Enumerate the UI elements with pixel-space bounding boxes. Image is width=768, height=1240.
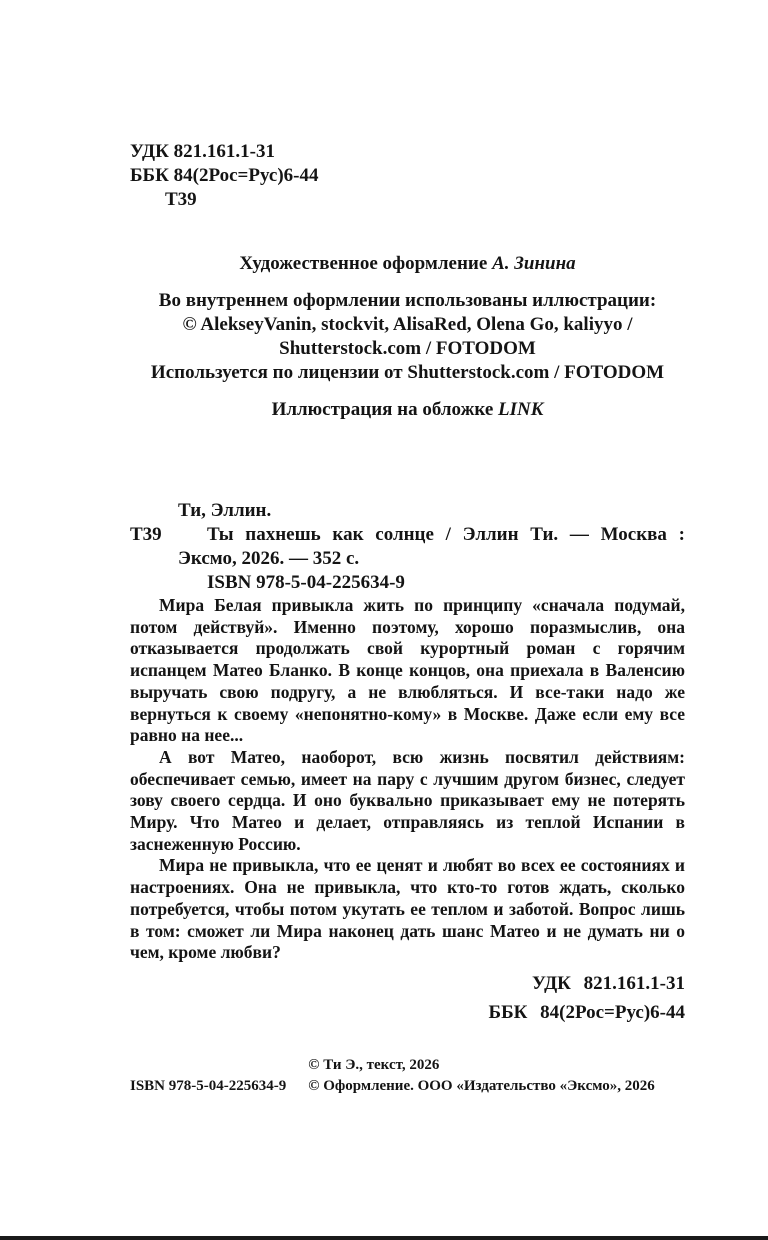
catalog-isbn: ISBN 978-5-04-225634-9 — [207, 572, 405, 593]
footer-isbn: ISBN 978-5-04-225634-9 — [130, 1077, 287, 1094]
credits-block — [130, 252, 685, 422]
bottom-classification-block — [130, 969, 685, 1027]
design-credit-text: Художественное оформление — [239, 253, 493, 274]
bottom-udk-code: УДК 821.161.1-31 — [532, 972, 685, 994]
illustrations-credit-line: Используется по лицензии от Shutterstock.com / FOTODOM — [150, 362, 665, 383]
catalog-entry-code: Т39 — [130, 524, 162, 545]
cover-credit-name: LINK — [498, 399, 544, 420]
illustrations-credit-line: Во внутреннем оформлении использованы иллюстрации: — [158, 290, 657, 311]
catalog-card — [130, 499, 685, 595]
annotation-block — [130, 595, 685, 964]
footer-copyrights — [308, 1055, 655, 1097]
annotation-paragraph: Мира не привыкла, что ее ценят и любят во всех ее состояниях и настроениях. Она не привыкла, что кто-то готов ждать, сколько потребуется, чтобы потом укутать ее теплом и заботой. Вопрос лишь в том: сможет ли Мира наконец дать шанс Матео и не думать ни о чем, кроме любви? — [130, 855, 685, 963]
udk-code: УДК 821.161.1-31 — [130, 141, 275, 162]
cover-credit — [130, 398, 685, 422]
annotation-paragraph: А вот Матео, наоборот, всю жизнь посвятил действиям: обеспечивает семью, имеет на пару с лучшим другом бизнес, следует зову своего сердца. И оно буквально приказывает ему не потерять Миру. Что Матео и делает, отправляясь из теплой Испании в заснеженную Россию. — [130, 746, 685, 854]
page-bottom-edge — [0, 1236, 768, 1240]
classification-block — [130, 140, 685, 212]
bbk-code: ББК 84(2Рос=Рус)6-44 — [130, 165, 319, 186]
author-code: Т39 — [165, 189, 197, 210]
illustrations-credit-line: Shutterstock.com / FOTODOM — [279, 338, 536, 359]
cover-credit-text: Иллюстрация на обложке — [271, 399, 499, 420]
catalog-entry-text: Ты пахнешь как солнце / Эллин Ти. — Москва : Эксмо, 2026. — 352 с. — [178, 524, 685, 569]
design-credit-name: А. Зинина — [492, 253, 576, 274]
bottom-bbk-code: ББК 84(2Рос=Рус)6-44 — [488, 1001, 685, 1023]
design-credit — [130, 252, 685, 276]
illustrations-credit — [130, 289, 685, 385]
copyright-text-line: © Ти Э., текст, 2026 — [308, 1056, 440, 1073]
annotation-paragraph: Мира Белая привыкла жить по принципу «сначала подумай, потом действуй». Именно поэтому, хорошо поразмыслив, она отказывается продолжать свой курортный роман с горячим испанцем Матео Бланко. В конце концов, она приехала в Валенсию выручать свою подругу, а не влюбляться. И все-таки надо же вернуться к своему «непонятно-кому» в Москве. Даже если ему все равно на нее... — [130, 595, 685, 746]
footer-block — [130, 1055, 685, 1097]
illustrations-credit-line: © AlekseyVanin, stockvit, AlisaRed, Olena Go, kaliyyo / — [182, 314, 633, 335]
catalog-entry — [130, 523, 685, 571]
catalog-author: Ти, Эллин. — [178, 500, 272, 521]
copyright-design-line: © Оформление. ООО «Издательство «Эксмо», 2026 — [308, 1077, 655, 1094]
